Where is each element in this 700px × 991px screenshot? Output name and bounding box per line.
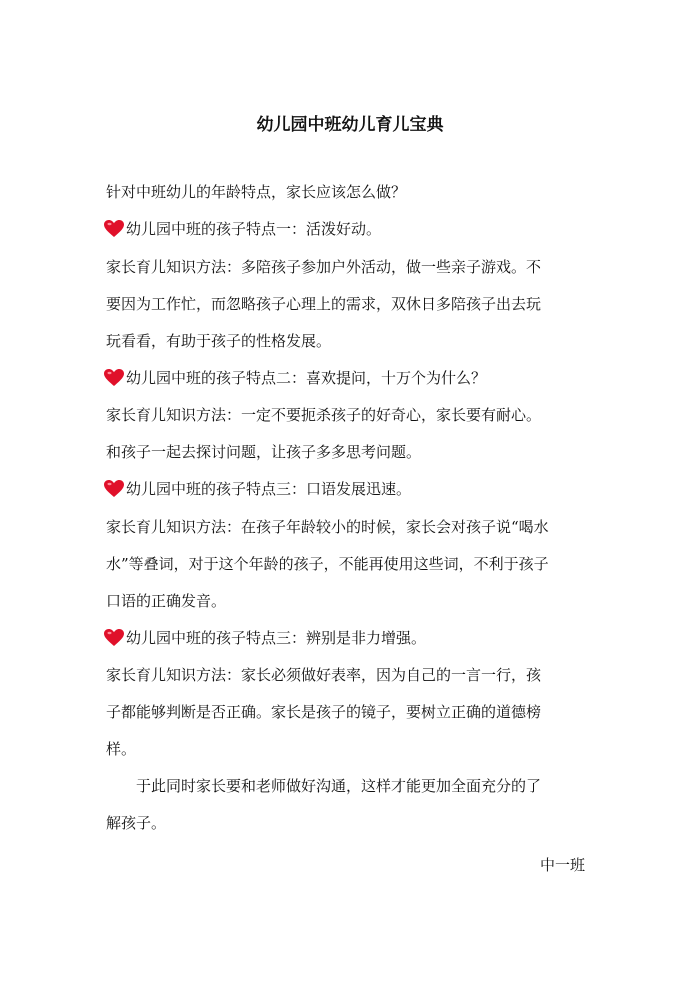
point-body-line: 家长育儿知识方法：家长必须做好表率，因为自己的一言一行，孩 (106, 666, 542, 684)
point-heading-text: 幼儿园中班的孩子特点三：口语发展迅速。 (126, 480, 412, 498)
point-heading-3 (106, 477, 411, 501)
point-body-line: 家长育儿知识方法：一定不要扼杀孩子的好奇心，家长要有耐心。 (106, 406, 542, 424)
point-body-line: 水”等叠词，对于这个年龄的孩子，不能再使用这些词，不利于孩子 (106, 555, 549, 573)
point-body-line: 家长育儿知识方法：在孩子年龄较小的时候，家长会对孩子说“喝水 (106, 518, 549, 536)
point-body-line: 家长育儿知识方法：多陪孩子参加户外活动，做一些亲子游戏。不 (106, 258, 542, 276)
closing-line: 解孩子。 (106, 814, 167, 832)
point-heading-text: 幼儿园中班的孩子特点三：辨别是非力增强。 (126, 629, 427, 647)
point-body-line: 玩看看，有助于孩子的性格发展。 (106, 332, 332, 350)
point-body-line: 样。 (106, 740, 137, 758)
closing-line: 于此同时家长要和老师做好沟通，这样才能更加全面充分的了 (136, 777, 542, 795)
point-heading-1 (106, 217, 381, 241)
heart-icon (104, 629, 124, 647)
point-heading-4 (106, 626, 426, 650)
point-body-line: 和孩子一起去探讨问题，让孩子多多思考问题。 (106, 443, 422, 461)
point-heading-text: 幼儿园中班的孩子特点二：喜欢提问，十万个为什么？ (126, 369, 487, 387)
heart-icon (104, 480, 124, 498)
point-body-line: 子都能够判断是否正确。家长是孩子的镜子，要树立正确的道德榜 (106, 703, 542, 721)
intro-text: 针对中班幼儿的年龄特点，家长应该怎么做？ (106, 183, 407, 201)
signature: 中一班 (540, 856, 586, 874)
point-body-line: 口语的正确发音。 (106, 592, 227, 610)
point-heading-text: 幼儿园中班的孩子特点一：活泼好动。 (126, 220, 382, 238)
heart-icon (104, 369, 124, 387)
point-body-line: 要因为工作忙，而忽略孩子心理上的需求，双休日多陪孩子出去玩 (106, 295, 542, 313)
point-heading-2 (106, 366, 486, 390)
heart-icon (104, 220, 124, 238)
document-title: 幼儿园中班幼儿育儿宝典 (256, 115, 444, 135)
